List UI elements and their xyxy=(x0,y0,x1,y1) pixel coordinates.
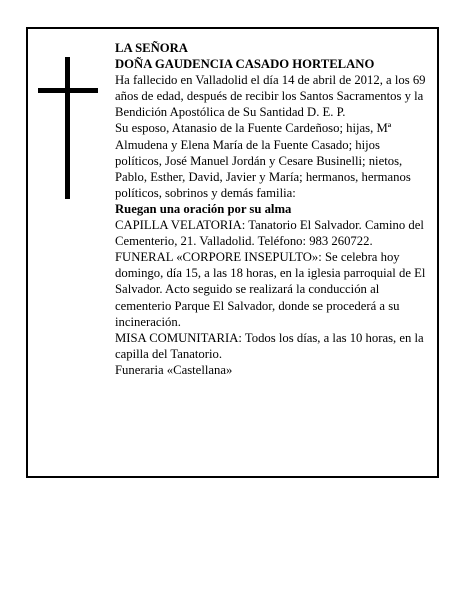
mass-info: MISA COMUNITARIA: Todos los días, a las 10 horas, en la capilla del Tanatorio. xyxy=(115,330,424,361)
notice-heading: LA SEÑORA xyxy=(115,41,188,55)
prayer-request: Ruegan una oración por su alma xyxy=(115,201,292,216)
chapel-info: CAPILLA VELATORIA: Tanatorio El Salvador. Camino del Cementerio, 21. Valladolid. Teléfono: 983 260722. xyxy=(115,218,424,249)
deceased-name: DOÑA GAUDENCIA CASADO HORTELANO xyxy=(115,57,375,72)
funeral-home: Funeraria «Castellana» xyxy=(115,362,233,377)
death-announcement: Ha fallecido en Valladolid el día 14 de abril de 2012, a los 69 años de edad, después de recibir los Santos Sacramentos y la Bendición Apostólica de Su Santidad D. E. P. xyxy=(115,73,426,120)
funeral-info: FUNERAL «CORPORE INSEPULTO»: Se celebra hoy domingo, día 15, a las 18 horas, en la iglesia parroquial de El Salvador. Acto seguido se realizará la conducción al cementerio Parque El Salvador, donde se procederá a su incineración. xyxy=(115,250,426,329)
cross-vertical-bar xyxy=(65,57,70,199)
cross-horizontal-bar xyxy=(38,88,98,93)
family-list: Su esposo, Atanasio de la Fuente Cardeñoso; hijas, Mª Almudena y Elena María de la Fuente Casado; hijos políticos, José Manuel Jordán y Cesare Businelli; nietos, Pablo, Esther, David, Javier y María; hermanos, hermanos políticos, sobrinos y demás familia: xyxy=(115,121,411,200)
notice-text xyxy=(115,40,427,378)
cross-icon xyxy=(38,57,98,199)
obituary-notice xyxy=(26,27,439,478)
